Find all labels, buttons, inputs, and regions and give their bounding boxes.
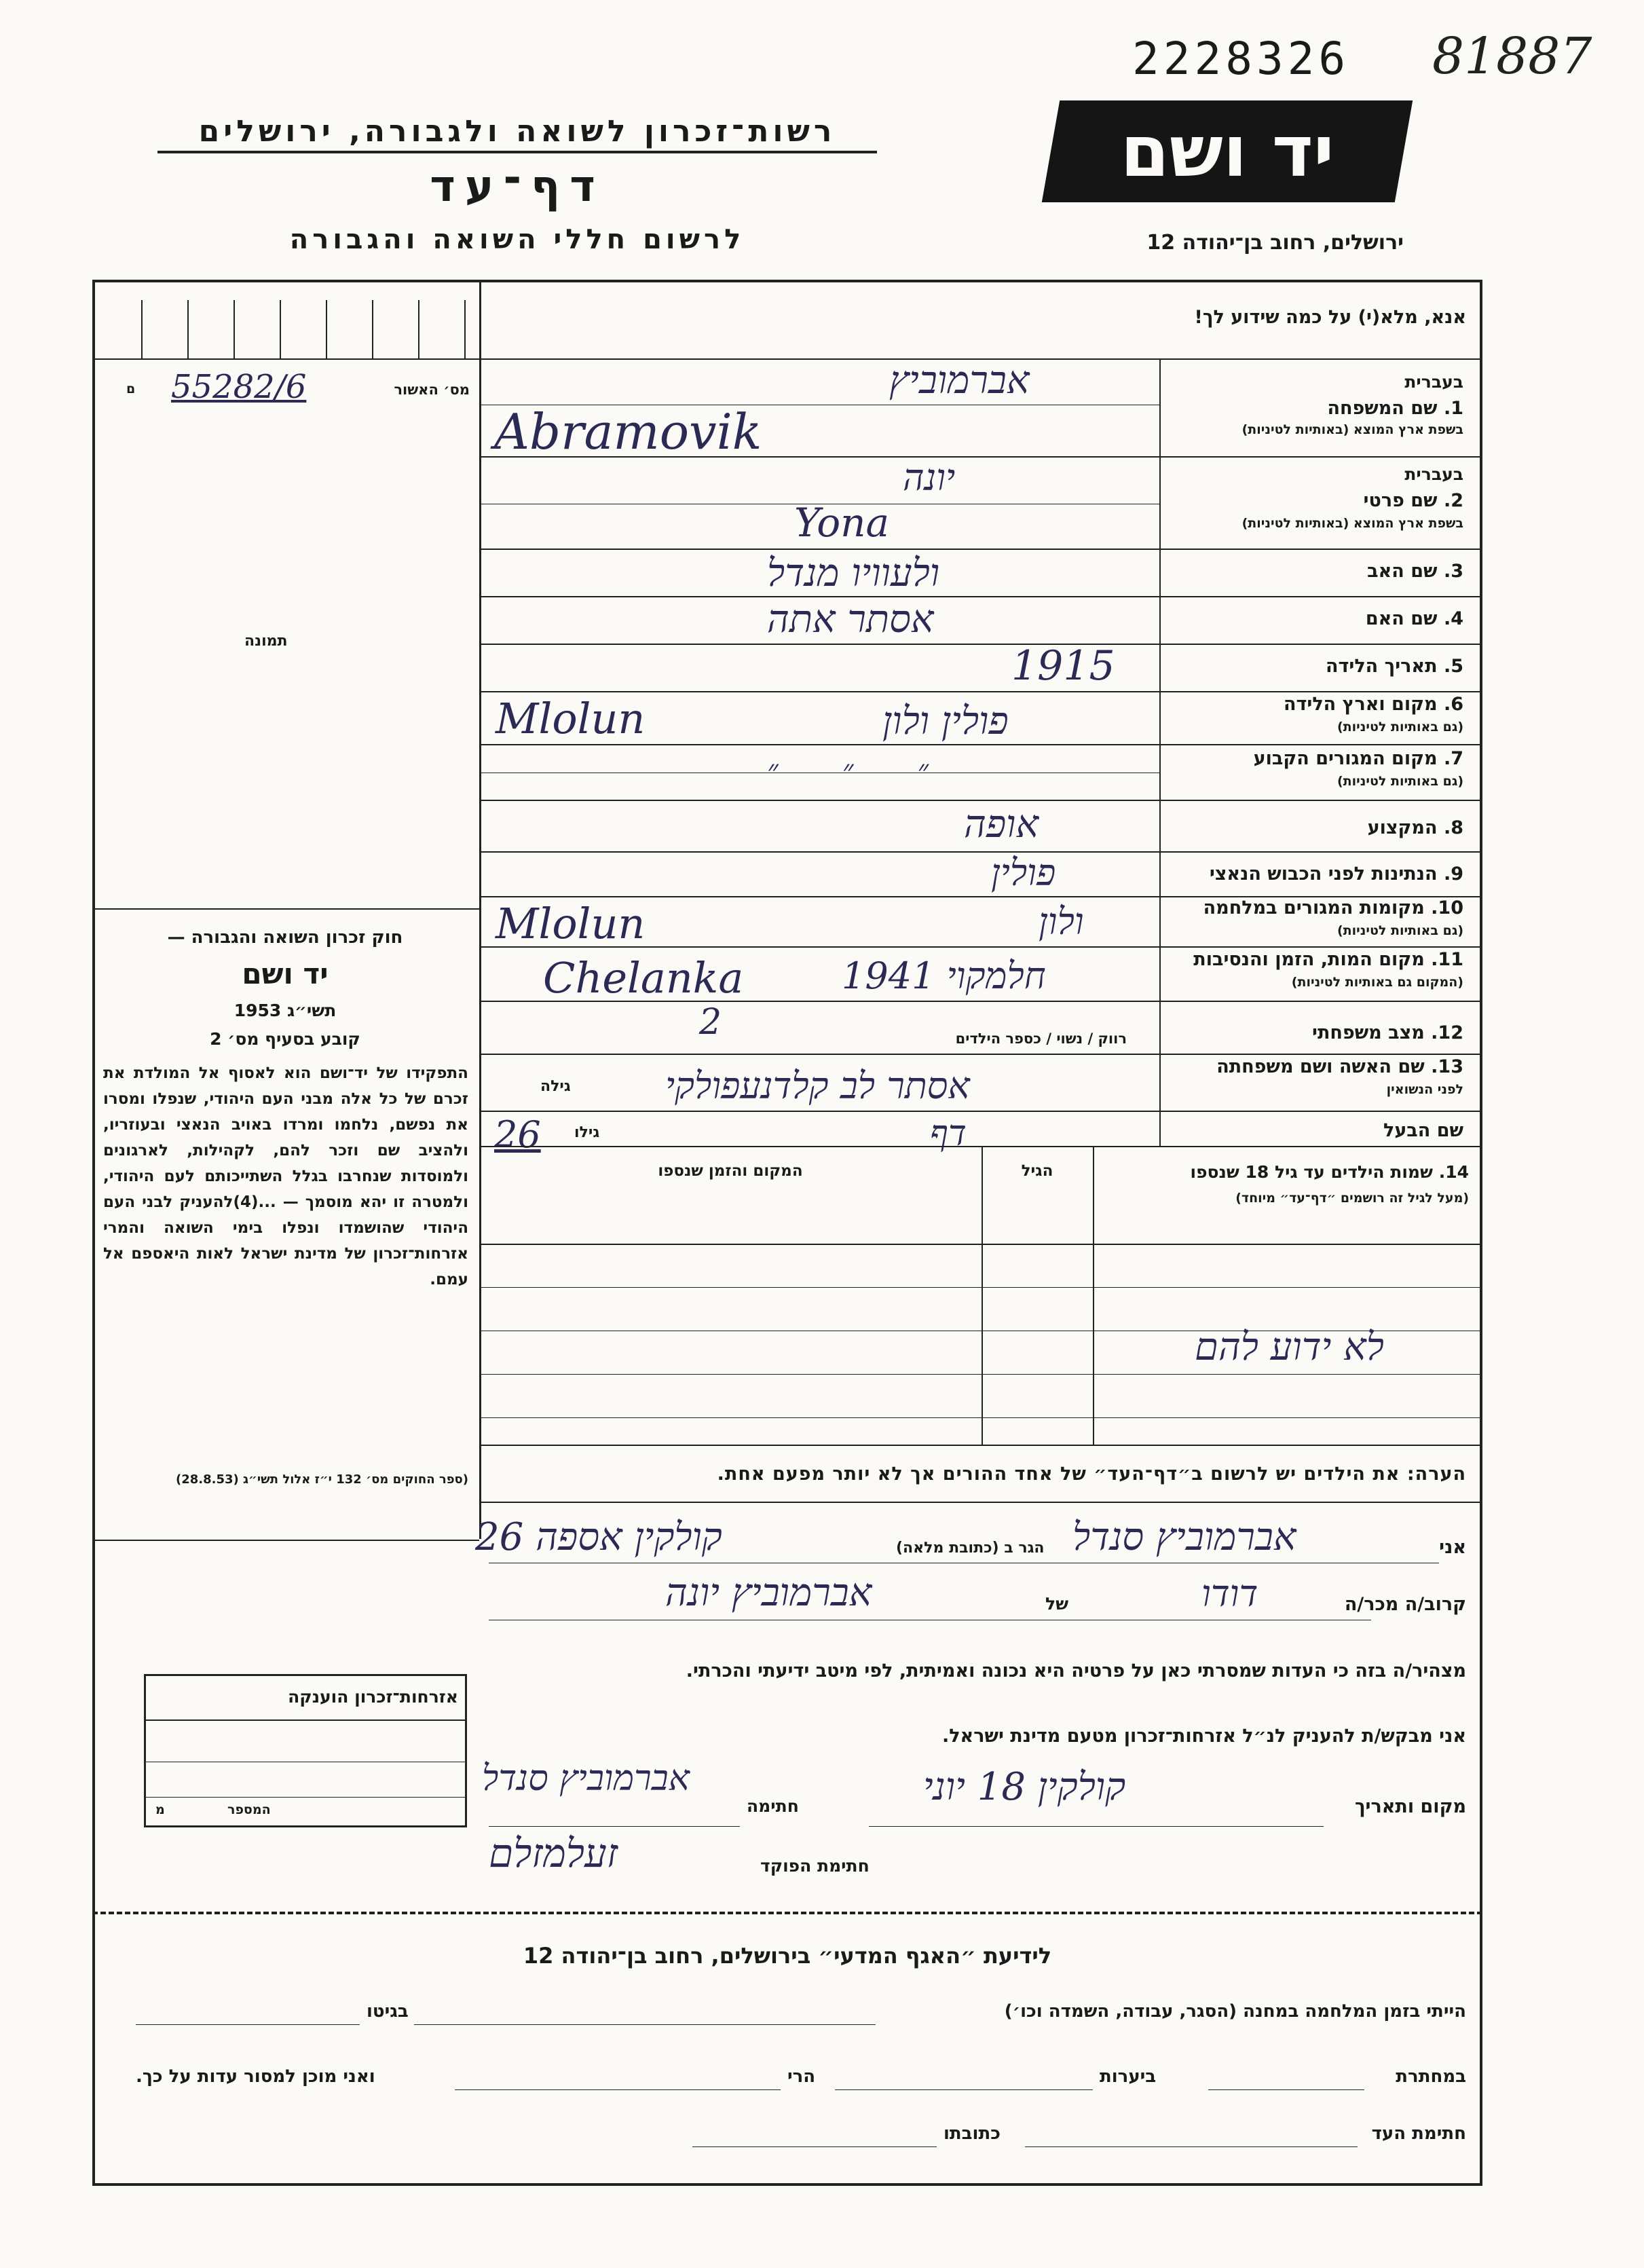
field9-label: 9. הנתינות לפני הכבוש הנאצי: [1209, 863, 1463, 885]
permit-number-row: [117, 368, 470, 413]
footer-line2: [136, 2066, 1466, 2107]
org-title-underline: [157, 151, 877, 153]
org-title: רשות־זכרון לשואה ולגבורה, ירושלים: [198, 114, 836, 149]
law-clause: קובע בסעיף מס׳ 2: [210, 1029, 360, 1049]
declaration-line1: [475, 1512, 1466, 1567]
field2-latin: Yona: [794, 500, 890, 546]
field6-hebrew: פולין ולון: [882, 699, 1009, 743]
field1-tag: בעברית: [1404, 372, 1463, 392]
citizenship-number-label: המספר: [227, 1802, 271, 1817]
decl-place-date-label: מקום ותאריך: [1354, 1796, 1466, 1817]
children-value: לא ידוע להם: [1195, 1325, 1384, 1369]
decl-of-value: אברמוביץ יונה: [665, 1571, 872, 1615]
field7-value: ״ ״ ״: [767, 754, 956, 788]
field1-sub: בשפת ארץ המוצא (באותיות לטיניות): [1241, 422, 1463, 437]
field6-label: 6. מקום וארץ הלידה: [1283, 694, 1463, 715]
decl-of-label: של: [1045, 1594, 1069, 1614]
field2-hebrew: יונה: [903, 456, 956, 499]
field10-hebrew: ולון: [1039, 900, 1084, 943]
left-column-divider: [479, 280, 481, 1539]
decl-request: אני מבקש/ת להעניק לנ״ל אזרחות־זכרון מטעם מדינת ישראל.: [941, 1726, 1466, 1747]
stamp-number: 2228326: [1132, 33, 1350, 85]
decl-kinship: דודו: [1201, 1572, 1258, 1615]
official-signature-row: [489, 1830, 1032, 1894]
permit-slots: [92, 280, 479, 360]
field7-sub: (גם באותיות לטיניות): [1337, 774, 1463, 789]
permit-mark: ם: [126, 382, 136, 396]
field3-value: ולעוויו מנדל: [767, 551, 940, 595]
field7-label: 7. מקום המגורים הקבוע: [1253, 748, 1463, 769]
footer-line1-end: בגיטו: [367, 2001, 409, 2022]
husband-label: שם הבעל: [1383, 1120, 1463, 1141]
footer-title: לידיעת ״האגף המדעי״ בירושלים, רחוב בן־יהודה 12: [523, 1943, 1052, 1969]
logo-text: יד ושם: [1120, 110, 1334, 193]
law-title: חוק זכרון השואה והגבורה —: [167, 927, 403, 948]
decl-signature: אברמוביץ סנדל: [482, 1758, 690, 1799]
footer-line3: [136, 2123, 1466, 2164]
decl-statement: מצהיר/ה בזה כי העדות שמסרתי כאן על פרטיה היא נכונה ואמיתית, לפי מיטב ידיעתי והכרתי.: [686, 1660, 1466, 1681]
photo-label: תמונה: [244, 633, 288, 650]
field4-label: 4. שם האם: [1365, 608, 1463, 629]
field12-value: 2: [699, 1002, 722, 1043]
field12-options: רווק / נשוי / כספר הילדים: [955, 1030, 1127, 1047]
field11-latin: Chelanka: [543, 953, 744, 1003]
field2-sub: בשפת ארץ המוצא (באותיות לטיניות): [1241, 516, 1463, 531]
husband-extra-label: גילו: [574, 1124, 600, 1141]
field13-extra-label: גילה: [540, 1078, 571, 1095]
field1-latin: Abramovik: [494, 403, 762, 460]
children-col-place: המקום והזמן שנספו: [658, 1162, 803, 1180]
address: ירושלים, רחוב בן־יהודה 12: [1146, 231, 1404, 255]
field11-sub: (המקום גם באותיות לטיניות): [1291, 975, 1463, 990]
field13-sub: לפני הנשואין: [1386, 1082, 1463, 1097]
intro-text: אנא, מלא(י) על כמה שידוע לך!: [1194, 307, 1466, 328]
doc-title: דף־עד: [430, 162, 605, 212]
field10-latin: Mlolun: [496, 899, 646, 948]
law-ref: (ספר החוקים מס׳ 132 י״ז אלול תשי״ג (28.8.53): [175, 1472, 468, 1487]
field13-label: 13. שם האשה ושם משפחתה: [1216, 1056, 1463, 1077]
husband-extra-value: דף: [930, 1113, 967, 1154]
decl-address: קולקין אספה 26: [475, 1515, 722, 1559]
footer-line2-end: ואני מוכן למסור עדות על כך.: [136, 2066, 375, 2087]
citizenship-title: אזרחות־זכרון הוענקה: [288, 1687, 458, 1707]
field5-value: 1915: [1011, 642, 1115, 690]
field9-value: פולין: [991, 851, 1056, 894]
field10-label: 10. מקומות המגורים במלחמה: [1203, 897, 1463, 918]
declaration-signatures: [482, 1751, 1466, 1846]
doc-subtitle: לרשום חללי השואה והגבורה: [289, 224, 745, 255]
field6-latin: Mlolun: [496, 694, 646, 743]
decl-name: אברמוביץ סנדל: [1072, 1515, 1296, 1559]
note-text: הערה: את הילדים יש לרשום ב״דף־העד״ של אחד ההורים אך לא יותר מפעם אחת.: [717, 1464, 1466, 1485]
field2-tag: בעברית: [1404, 464, 1463, 484]
permit-label: מס׳ האשור: [394, 382, 470, 398]
footer-line1-text: הייתי בזמן המלחמה במחנה (הסגר, עבודה, השמדה וכו׳): [1004, 2001, 1466, 2022]
decl-official-label: חתימת הפוקד: [760, 1856, 870, 1876]
decl-garim: הגר ב (כתובת מלאה): [896, 1540, 1045, 1557]
label-divider: [1159, 358, 1161, 1146]
field12-label: 12. מצב משפחתי: [1312, 1022, 1463, 1043]
field4-value: אסתר אתה: [767, 597, 934, 642]
permit-value: 55282/6: [171, 368, 307, 406]
footer-line2-c: הרי: [787, 2066, 816, 2087]
husband-age: 26: [494, 1113, 541, 1156]
handwritten-number: 81887: [1432, 27, 1592, 86]
field1-label: 1. שם המשפחה: [1327, 398, 1463, 419]
footer-divider: [92, 1912, 1482, 1914]
field10-sub: (גם באותיות לטיניות): [1337, 923, 1463, 938]
field1-hebrew: אברמוביץ: [889, 358, 1030, 403]
decl-place-date: קולקין 18 יוני: [923, 1765, 1126, 1809]
field11-hebrew: חלמקוי 1941: [842, 954, 1046, 997]
children-label: 14. שמות הילדים עד גיל 18 שנספו: [1190, 1162, 1469, 1182]
permit-slots-bottom: [92, 358, 479, 360]
decl-signature-label: חתימה: [747, 1796, 799, 1816]
law-body: התפקידו של יד־ושם הוא לאסוף אל המולדת את זכרם של כל אלה מבני העם היהודי, שנפלו ומסרו את נפשם, נלחמו ומרדו באויב הנאצי ובעוזריו, ולהציב שם וזכר להם, לקהילות, לארגונים ולמוסדות שנחרבו בגלל השתייכותם לעם היהודי, ולמטרה זו יהא מוסמך — ...(4)להעניק לבני העם היהודי שהושמדו ונפלו בימי השואה והמרי אזרחות־זכרון של מדינת ישראל לאות היאספם אל עמם.: [103, 1064, 468, 1288]
field3-label: 3. שם האב: [1367, 561, 1463, 582]
law-logo: יד ושם: [242, 957, 329, 990]
field8-label: 8. המקצוע: [1367, 817, 1463, 838]
law-year: תשי״ג 1953: [233, 1001, 337, 1020]
field11-label: 11. מקום המות, הזמן והנסיבות: [1193, 949, 1463, 970]
footer-line3-b: כתובתו: [944, 2123, 1001, 2144]
field2-label: 2. שם פרטי: [1363, 490, 1463, 511]
footer-line2-a: במחתרת: [1396, 2066, 1466, 2087]
footer-line3-a: חתימת העד: [1371, 2123, 1466, 2144]
citizenship-box: אזרחות־זכרון הוענקה המספר מ: [144, 1674, 467, 1827]
decl-official-signature: זעלמזלם: [489, 1830, 618, 1876]
field5-label: 5. תאריך הלידה: [1325, 656, 1463, 677]
logo-block: [1042, 100, 1413, 202]
footer-line2-b: ביערות: [1100, 2066, 1157, 2087]
decl-ani: אני: [1439, 1537, 1466, 1558]
children-col-age: הגיל: [1021, 1162, 1053, 1180]
declaration-line2: [489, 1571, 1466, 1628]
field6-sub: (גם באותיות לטיניות): [1337, 720, 1463, 735]
field13-value: אסתר לב קלדנעפולקי: [665, 1064, 970, 1107]
field8-value: אופה: [964, 802, 1039, 847]
children-sub: (מעל לגיל זה רושמים ״דף־עד״ מיוחד): [1235, 1191, 1469, 1206]
footer-line1: [136, 2001, 1466, 2042]
decl-kinship-label: קרוב/ה מכר/ה: [1344, 1594, 1466, 1615]
